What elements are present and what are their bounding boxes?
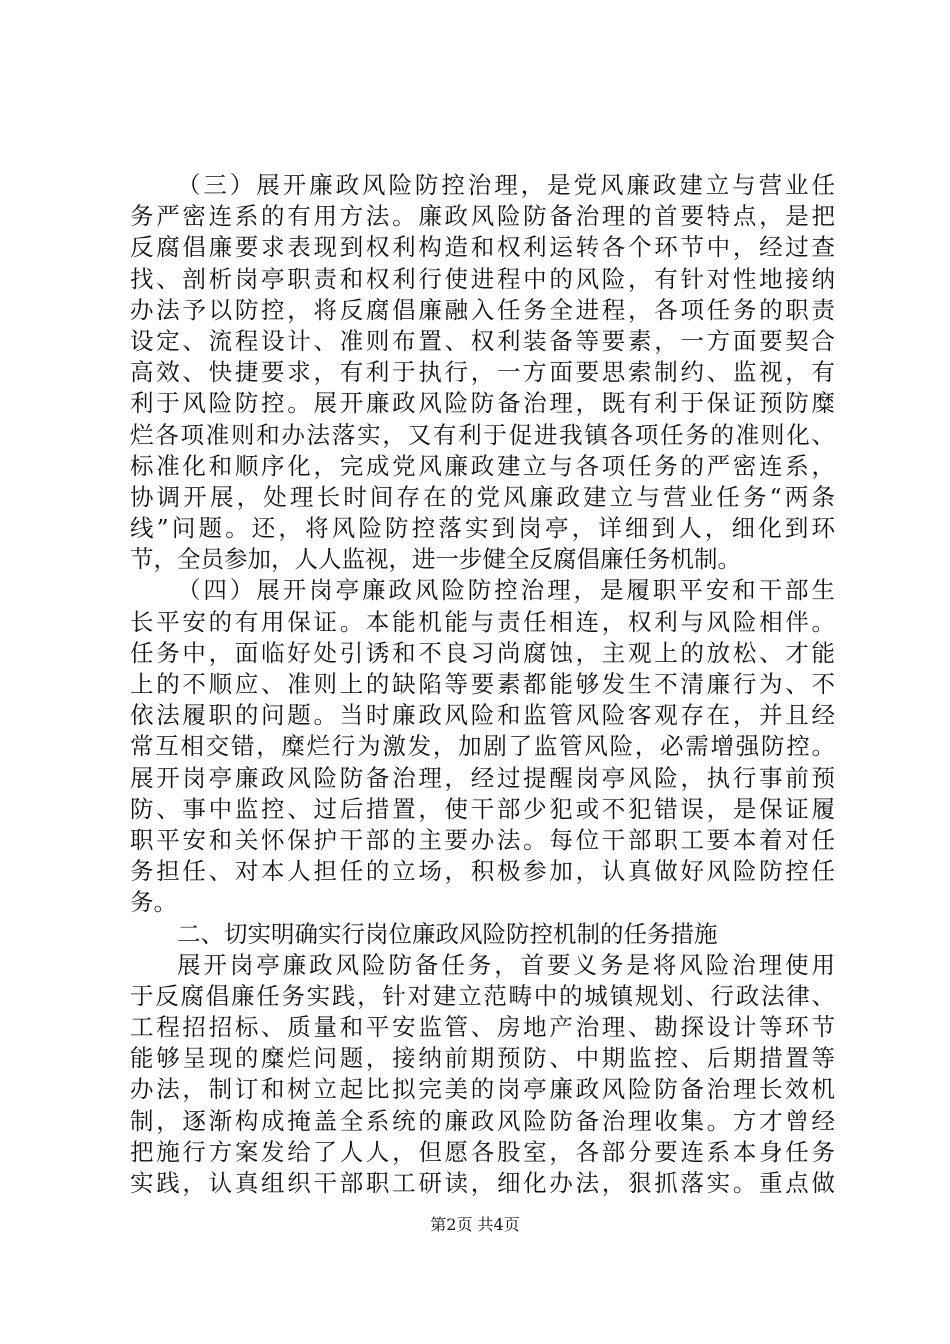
paragraph-3-line: 高效、快捷要求，有利于执行，一方面要思索制约、监视，有 (130, 358, 835, 387)
paragraph-4-line: （四）展开岗亭廉政风险防控治理，是履职平安和干部生 (177, 576, 835, 605)
paragraph-3-line: 办法予以防控，将反腐倡廉融入任务全进程，各项任务的职责 (130, 295, 835, 324)
paragraph-5-line: 于反腐倡廉任务实践，针对建立范畴中的城镇规划、行政法律、 (130, 981, 835, 1010)
paragraph-4-line: 任务中，面临好处引诱和不良习尚腐蚀，主观上的放松、才能 (130, 638, 835, 667)
paragraph-4-line: 依法履职的问题。当时廉政风险和监管风险客观存在，并且经 (130, 701, 835, 730)
paragraph-4-line: 展开岗亭廉政风险防备治理，经过提醒岗亭风险，执行事前预 (130, 763, 835, 792)
paragraph-3-line: 线”问题。还，将风险防控落实到岗亭，详细到人，细化到环 (130, 514, 835, 543)
paragraph-3-line: 找、剖析岗亭职责和权利行使进程中的风险，有针对性地接纳 (130, 264, 835, 293)
paragraph-5-line: 把施行方案发给了人人，但愿各股室，各部分要连系本身任务 (130, 1137, 835, 1166)
paragraph-3-line: 设定、流程设计、准则布置、权利装备等要素，一方面要契合 (130, 326, 835, 355)
paragraph-3-last-line: 节，全员参加，人人监视，进一步健全反腐倡廉任务机制。 (130, 545, 741, 574)
paragraph-4-line: 务担任、对本人担任的立场，积极参加，认真做好风险防控任 (130, 857, 835, 886)
paragraph-3-line: 反腐倡廉要求表现到权利构造和权利运转各个环节中，经过查 (130, 233, 835, 262)
paragraph-3-line: 烂各项准则和办法落实，又有利于促进我镇各项任务的准则化、 (130, 420, 835, 449)
paragraph-3-line: 利于风险防控。展开廉政风险防备治理，既有利于保证预防糜 (130, 389, 835, 418)
paragraph-4-line: 上的不顺应、准则上的缺陷等要素都能够发生不清廉行为、不 (130, 670, 835, 698)
paragraph-4-line: 防、事中监控、过后措置，使干部少犯或不犯错误，是保证履 (130, 794, 835, 823)
paragraph-4-last-line: 务。 (130, 888, 177, 917)
paragraph-4-line: 常互相交错，糜烂行为激发，加剧了监管风险，必需增强防控。 (130, 732, 835, 761)
paragraph-4-line: 职平安和关怀保护干部的主要办法。每位干部职工要本着对任 (130, 825, 835, 854)
paragraph-4-line: 长平安的有用保证。本能机能与责任相连，权利与风险相伴。 (130, 607, 835, 636)
paragraph-3-line: 标准化和顺序化，完成党风廉政建立与各项任务的严密连系， (130, 451, 835, 480)
section-heading: 二、切实明确实行岗位廉政风险防控机制的任务措施 (177, 919, 718, 948)
paragraph-5-line: 工程招招标、质量和平安监管、房地产治理、勘探设计等环节 (130, 1013, 835, 1042)
body-text (130, 170, 835, 1199)
page-footer: 第2页 共4页 (430, 1215, 520, 1234)
paragraph-5-line: 办法，制订和树立起比拟完美的岗亭廉政风险防备治理长效机 (130, 1075, 835, 1104)
paragraph-5-line: 实践，认真组织干部职工研读，细化办法，狠抓落实。重点做 (130, 1169, 835, 1197)
paragraph-3-line: 务严密连系的有用方法。廉政风险防备治理的首要特点，是把 (130, 202, 835, 231)
paragraph-3-line: （三）展开廉政风险防控治理，是党风廉政建立与营业任 (177, 171, 835, 199)
paragraph-5-line: 展开岗亭廉政风险防备任务，首要义务是将风险治理使用 (177, 950, 835, 979)
paragraph-5-line: 制，逐渐构成掩盖全系统的廉政风险防备治理收集。方才曾经 (130, 1106, 835, 1135)
paragraph-5-line: 能够呈现的糜烂问题，接纳前期预防、中期监控、后期措置等 (130, 1044, 835, 1073)
paragraph-3-line: 协调开展，处理长时间存在的党风廉政建立与营业任务“两条 (130, 482, 835, 511)
